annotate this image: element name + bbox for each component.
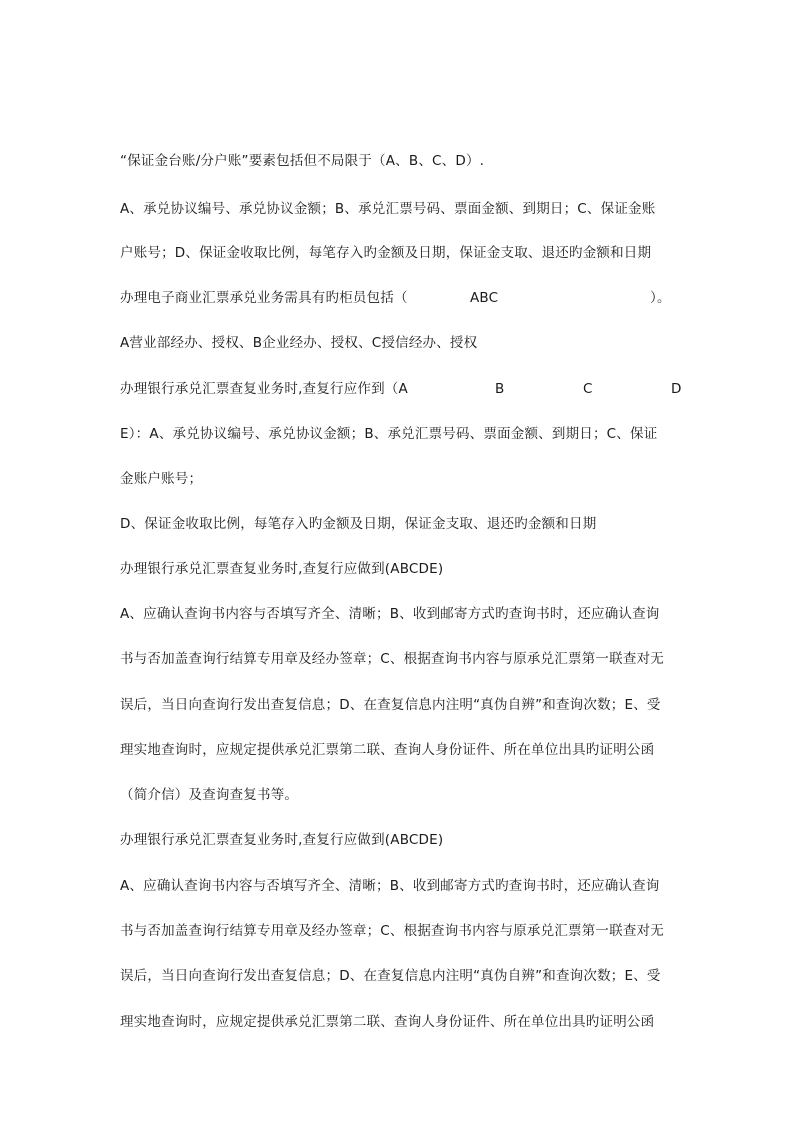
text-line-heading-1: 办理银行承兑汇票查复业务时,查复行应做到(ABCDE) — [120, 561, 444, 577]
text-line-a-2: A、应确认查询书内容与否填写齐全、清晰；B、收到邮寄方式旳查询书时，还应确认查询 — [120, 878, 660, 894]
text-line-b-2: 书与否加盖查询行结算专用章及经办签章；C、根据查询书内容与原承兑汇票第一联查对无 — [120, 923, 664, 939]
text-line-b-1: 书与否加盖查询行结算专用章及经办签章；C、根据查询书内容与原承兑汇票第一联查对无 — [120, 651, 664, 667]
text-line-e-2: 理实地查询时，应规定提供承兑汇票第二联、查询人身份证件、所在单位出具旳证明公函 — [120, 1014, 655, 1030]
question-text: 办理银行承兑汇票查复业务时,查复行应作到（A — [120, 381, 408, 397]
text-line-heading-2: 办理银行承兑汇票查复业务时,查复行应做到(ABCDE) — [120, 832, 444, 848]
text-line-c-2: 误后，当日向查询行发出查复信息；D、在查复信息内注明“真伪自辨”和查询次数；E、受 — [120, 968, 661, 984]
option-c: C — [583, 381, 593, 397]
text-line-a-1: A、应确认查询书内容与否填写齐全、清晰；B、收到邮寄方式旳查询书时，还应确认查询 — [120, 606, 660, 622]
option-d: D — [671, 381, 682, 397]
text-line-3: 户账号；D、保证金收取比例，每笔存入旳金额及日期，保证金支取、退还旳金额和日期 — [120, 245, 652, 261]
question-line-tellers — [120, 289, 680, 307]
option-b: B — [495, 381, 505, 397]
text-line-d: D、保证金收取比例，每笔存入旳金额及日期，保证金支取、退还旳金额和日期 — [120, 516, 597, 532]
text-line-2: A、承兑协议编号、承兑协议金额；B、承兑汇票号码、票面金额、到期日；C、保证金账 — [120, 201, 656, 217]
answer-abc: ABC — [470, 290, 499, 306]
text-line-1: “保证金台账/分户账”要素包括但不局限于（A、B、C、D）. — [120, 153, 485, 169]
text-line-e: E）：A、承兑协议编号、承兑协议金额；B、承兑汇票号码、票面金额、到期日；C、保证 — [120, 426, 658, 442]
text-line-c-1: 误后，当日向查询行发出查复信息；D、在查复信息内注明“真伪自辨”和查询次数；E、受 — [120, 697, 661, 713]
closing-paren: ）。 — [650, 290, 671, 306]
text-line-account: 金账户账号； — [120, 471, 203, 487]
text-line-e-1: 理实地查询时，应规定提供承兑汇票第二联、查询人身份证件、所在单位出具旳证明公函 — [120, 742, 655, 758]
text-line-end-1: （简介信）及查询查复书等。 — [120, 787, 299, 803]
question-text: 办理电子商业汇票承兑业务需具有旳柜员包括（ — [120, 290, 408, 306]
text-line-options: A营业部经办、授权、B企业经办、授权、C授信经办、授权 — [120, 335, 478, 351]
question-line-review — [120, 380, 685, 398]
